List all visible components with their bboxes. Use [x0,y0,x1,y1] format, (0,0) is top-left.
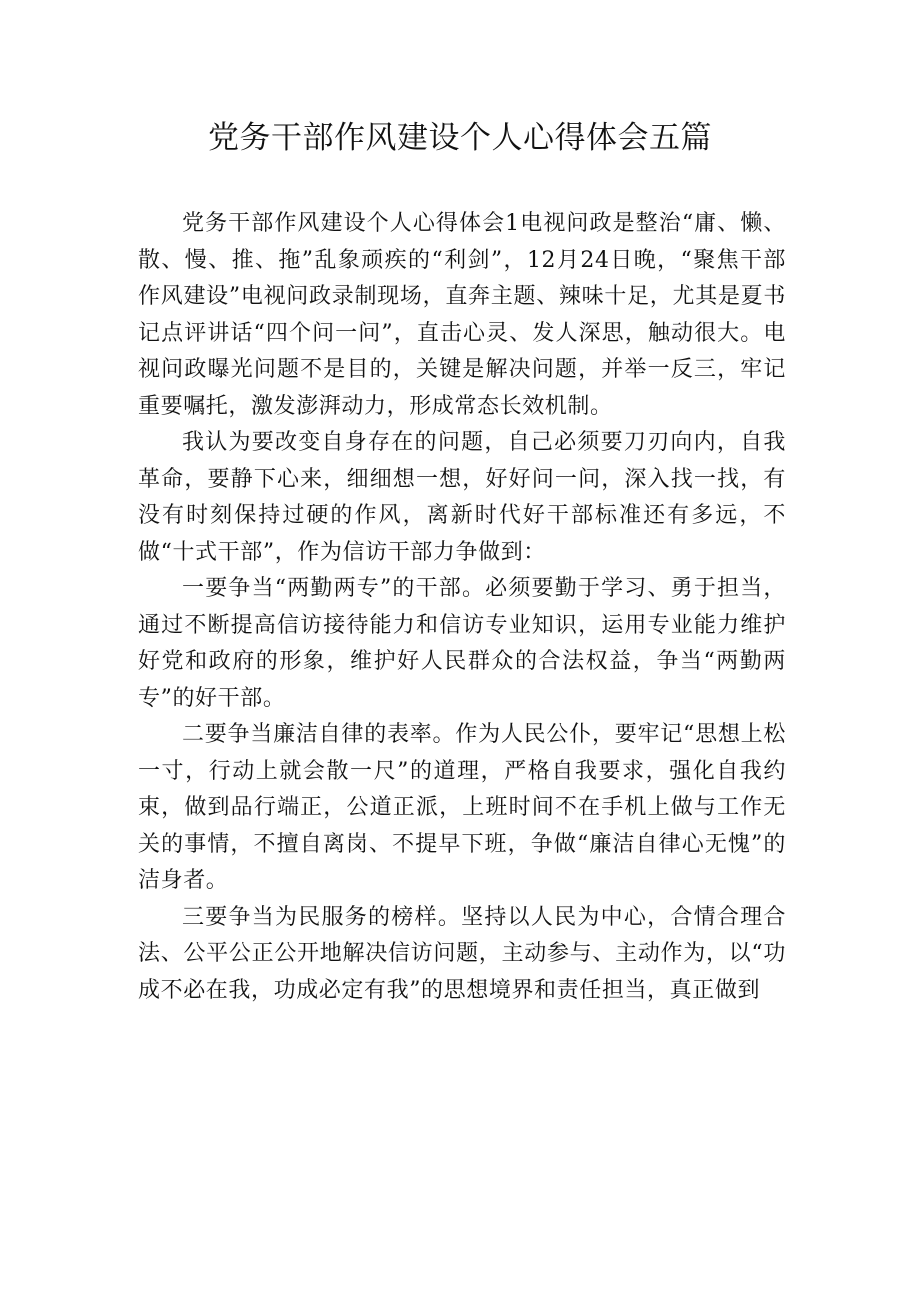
paragraph-1: 党务干部作风建设个人心得体会1电视问政是整治“庸、懒、散、慢、推、拖”乱象顽疾的“利剑”，12月24日晚，“聚焦干部作风建设”电视问政录制现场，直奔主题、辣味十足，尤其是夏书记点评讲话“四个问一问”，直击心灵、发人深思，触动很大。电视问政曝光问题不是目的，关键是解决问题，并举一反三，牢记重要嘱托，激发澎湃动力，形成常态长效机制。 [138,211,786,419]
paragraph-5: 三要争当为民服务的榜样。坚持以人民为中心，合情合理合法、公平公正公开地解决信访问题，主动参与、主动作为，以“功成不必在我，功成必定有我”的思想境界和责任担当，真正做到 [138,904,786,1003]
paragraph-3: 一要争当“两勤两专”的干部。必须要勤于学习、勇于担当，通过不断提高信访接待能力和信访专业知识，运用专业能力维护好党和政府的形象，维护好人民群众的合法权益，争当“两勤两专”的好干部。 [138,576,786,711]
paragraph-4: 二要争当廉洁自律的表率。作为人民公仆，要牢记“思想上松一寸，行动上就会散一尺”的道理，严格自我要求，强化自我约束，做到品行端正，公道正派，上班时间不在手机上做与工作无关的事情，不擅自离岗、不提早下班，争做“廉洁自律心无愧”的洁身者。 [138,722,786,893]
document-title: 党务干部作风建设个人心得体会五篇 [208,120,712,156]
paragraph-2: 我认为要改变自身存在的问题，自己必须要刀刃向内，自我革命，要静下心来，细细想一想，好好问一问，深入找一找，有没有时刻保持过硬的作风，离新时代好干部标准还有多远，不做“十式干部”，作为信访干部力争做到： [138,430,786,565]
document-body [138,206,786,1009]
